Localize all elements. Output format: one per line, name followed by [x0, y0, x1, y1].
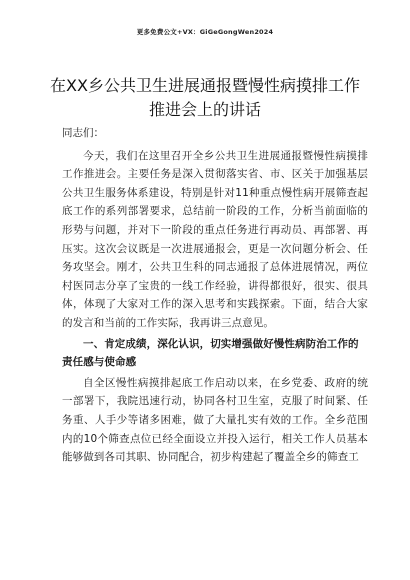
title-line-2: 推进会上的讲话	[148, 100, 261, 119]
document-title	[40, 74, 370, 122]
section-heading-1: 一、肯定成绩，深化认识，切实增强做好慢性病防治工作的责任感与使命感	[62, 337, 359, 369]
document-body	[62, 124, 368, 469]
salutation: 同志们：	[62, 127, 104, 139]
paragraph-1: 今天，我们在这里召开全乡公共卫生进展通报暨慢性病摸排工作推进会。主要任务是深入贯彻落实省、市、区关于加强基层公共卫生服务体系建设，特别是针对11种重点慢性病开展筛查起底工作的系列部署要求，总结前一阶段的工作，分析当前面临的形势与问题，并对下一阶段的重点任务进行再动员、再部署、再压实。这次会议既是一次进展通报会，更是一次问题分析会、任务攻坚会。刚才，公共卫生科的同志通报了总体进展情况，两位村医同志分享了宝贵的一线工作经验，讲得都很好，很实、很具体，体现了大家对工作的深入思考和实践探索。下面，结合大家的发言和当前的工作实际，我再讲三点意见。	[62, 149, 368, 329]
paragraph-2: 自全区慢性病摸排起底工作启动以来，在乡党委、政府的统一部署下，我院迅速行动，协同各村卫生室，克服了时间紧、任务重、人手少等诸多困难，做了大量扎实有效的工作。全乡范围内的10个筛查点位已经全面设立并投入运行，相关工作人员基本能够做到各司其职、协同配合，初步构建起了覆盖全乡的筛查工	[62, 376, 368, 464]
header-note: 更多免费公文+VX：GiGeGongWen2024	[136, 28, 274, 36]
title-line-1: 在XX乡公共卫生进展通报暨慢性病摸排工作	[50, 76, 360, 95]
